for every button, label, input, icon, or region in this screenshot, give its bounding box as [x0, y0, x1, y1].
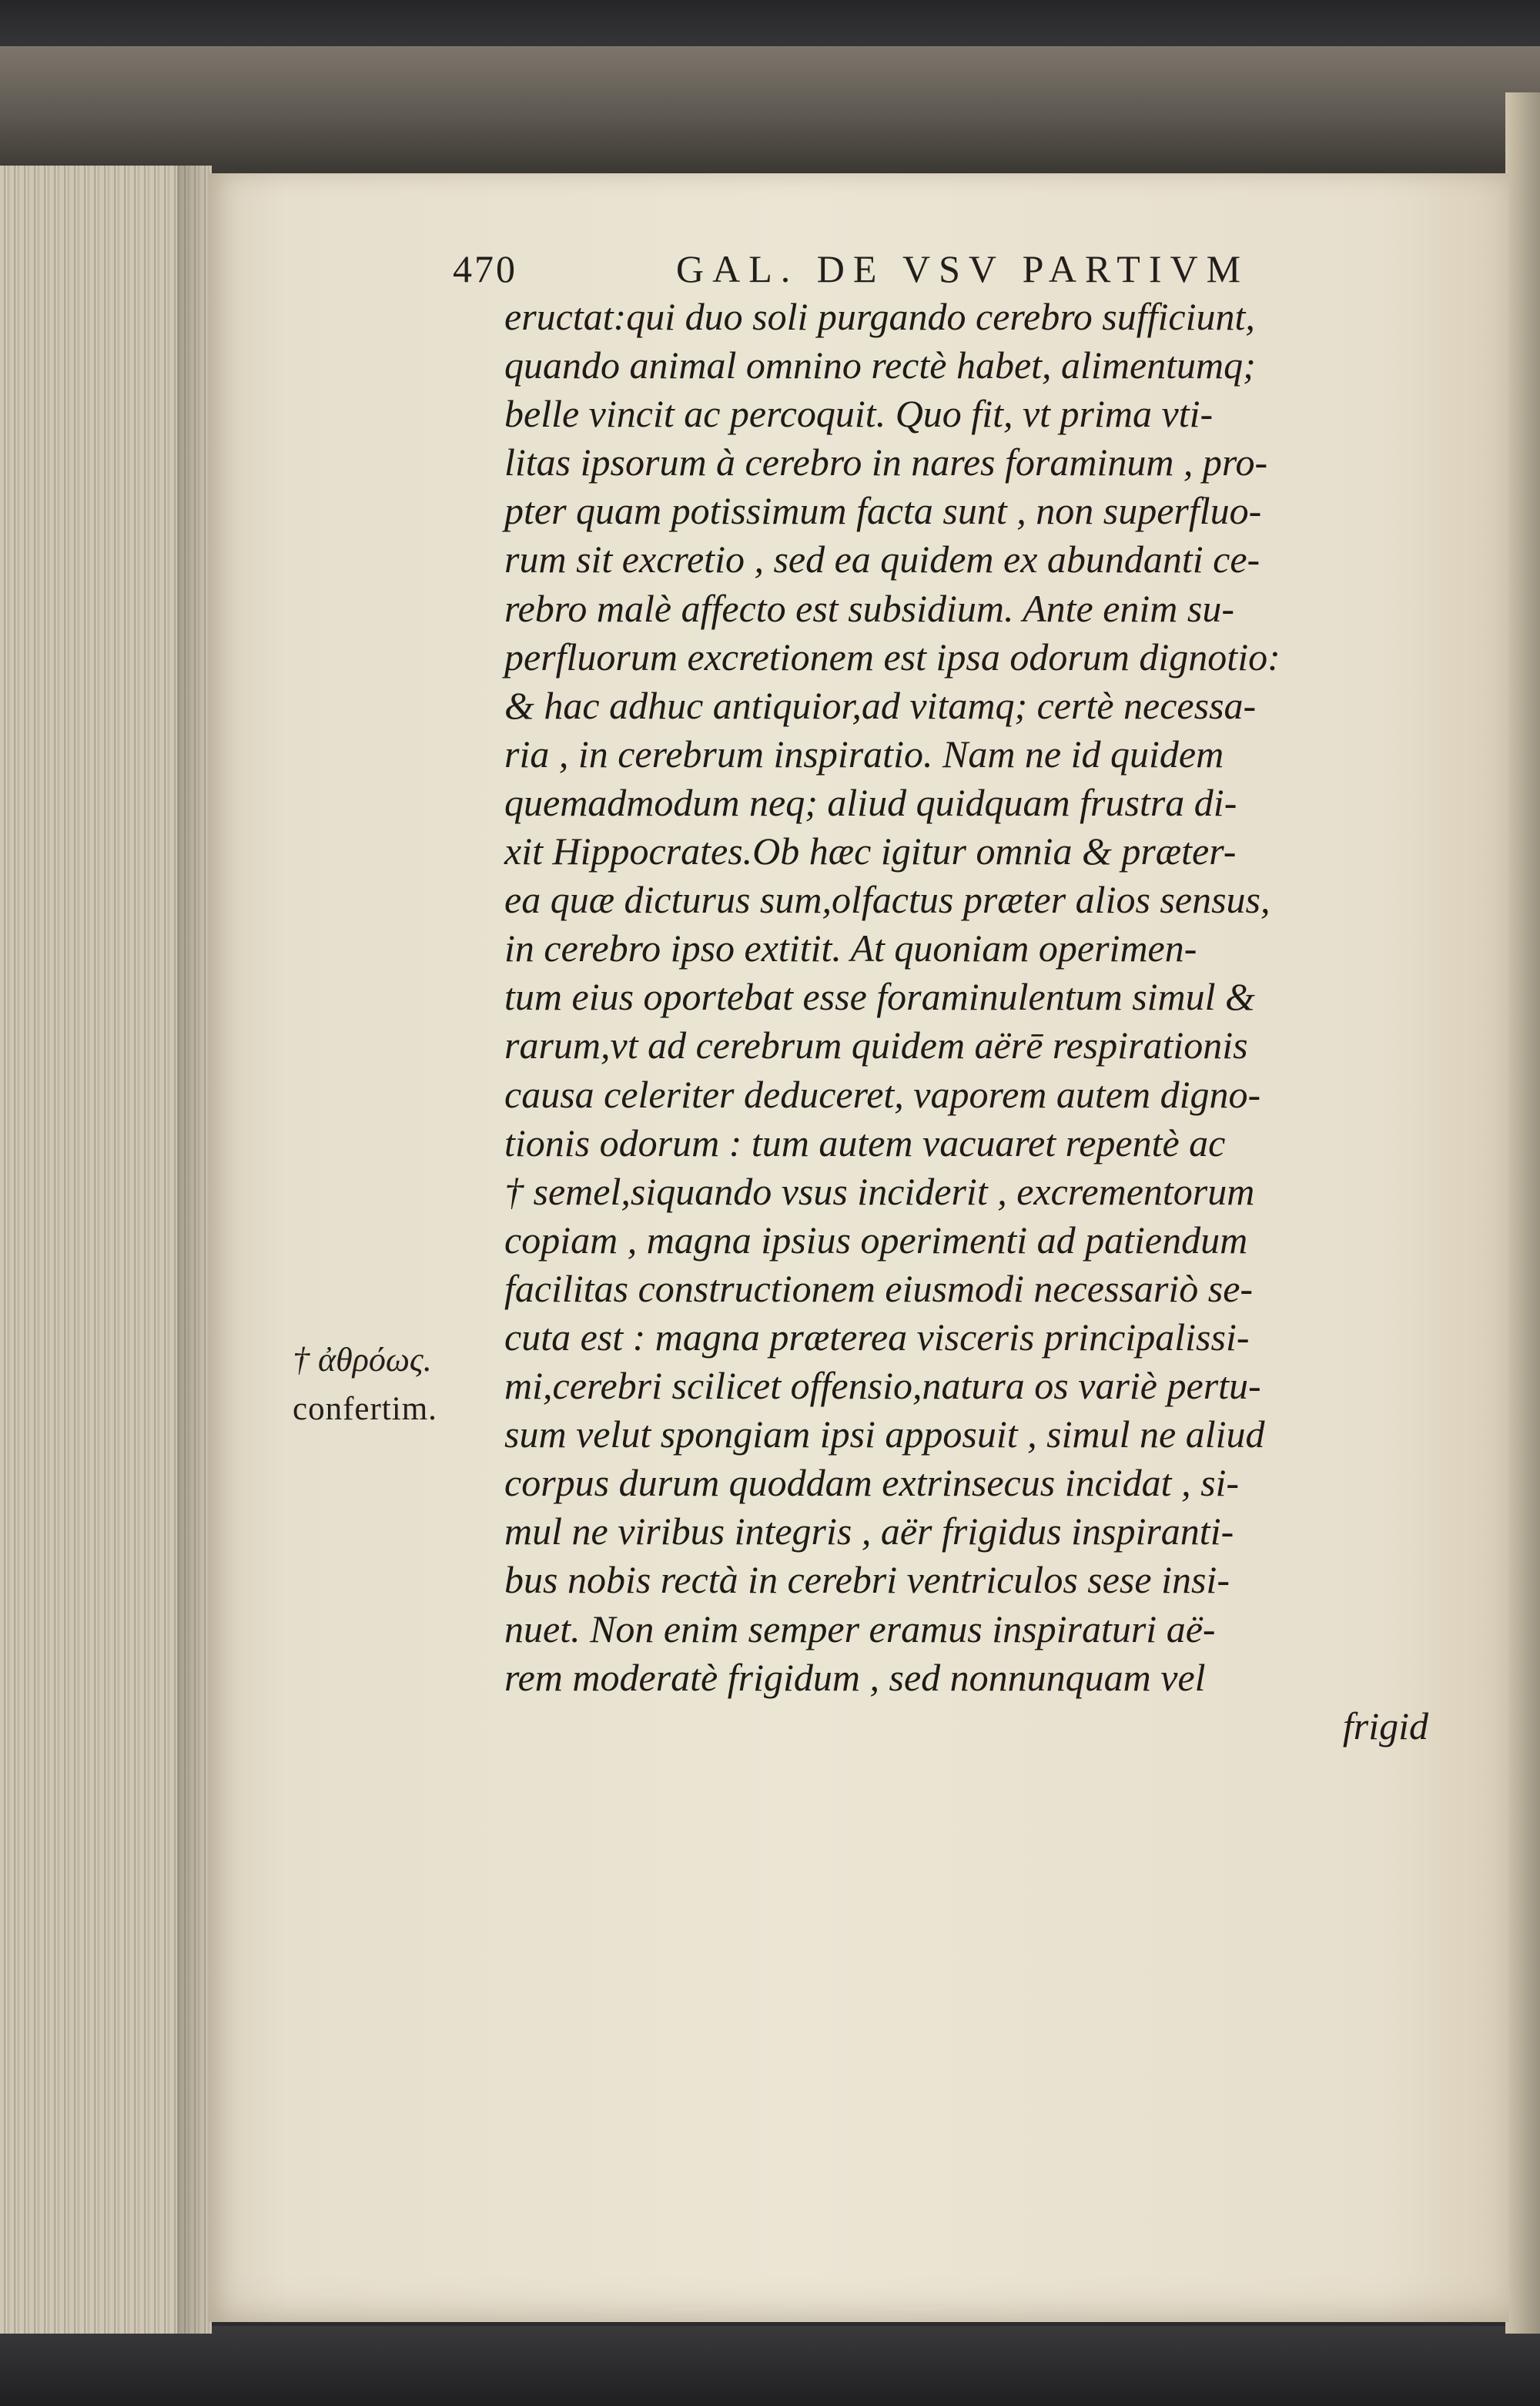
- text-line: † semel,siquando vsus inciderit , excrementorum: [504, 1169, 1255, 1213]
- text-line: rarum,vt ad cerebrum quidem aërē respirationis: [504, 1024, 1248, 1067]
- text-line: tionis odorum : tum autem vacuaret repentè ac: [504, 1121, 1226, 1164]
- text-line: cuta est : magna præterea visceris principalissi-: [504, 1315, 1250, 1359]
- text-line: nuet. Non enim semper eramus inspiraturi aë-: [504, 1607, 1216, 1650]
- text-line: ria , in cerebrum inspiratio. Nam ne id quidem: [504, 732, 1224, 776]
- text-line: bus nobis rectà in cerebri ventriculos sese insi-: [504, 1558, 1230, 1602]
- text-line: rebro malè affecto est subsidium. Ante enim su-: [504, 586, 1235, 630]
- text-line: & hac adhuc antiquior,ad vitamq; certè necessa-: [504, 683, 1257, 727]
- text-line: causa celeriter deduceret, vaporem autem digno-: [504, 1072, 1261, 1116]
- text-line: facilitas constructionem eiusmodi necessariò se-: [504, 1266, 1254, 1310]
- text-line: in cerebro ipso extitit. At quoniam operimen-: [504, 927, 1197, 970]
- running-title: GAL. DE VSV PARTIVM: [676, 247, 1250, 290]
- text-line: litas ipsorum à cerebro in nares foraminum , pro-: [504, 441, 1268, 484]
- text-line: xit Hippocrates.Ob hæc igitur omnia & præter-: [504, 829, 1237, 873]
- text-line: rem moderatè frigidum , sed nonnunquam vel: [504, 1655, 1206, 1699]
- text-line: pter quam potissimum facta sunt , non superfluo-: [504, 489, 1262, 533]
- text-line: rum sit excretio , sed ea quidem ex abundanti ce-: [504, 538, 1260, 581]
- text-line: tum eius oportebat esse foraminulentum simul &: [504, 975, 1255, 1019]
- text-line: quando animal omnino rectè habet, alimentumq;: [504, 343, 1256, 387]
- text-line: mi,cerebri scilicet offensio,natura os variè pertu-: [504, 1364, 1261, 1408]
- body-text: [504, 293, 1459, 1751]
- text-line: ea quæ dicturus sum,olfactus præter alios sensus,: [504, 878, 1270, 922]
- text-line: corpus durum quoddam extrinsecus incidat , si-: [504, 1461, 1240, 1505]
- facing-page-edge: [1505, 92, 1540, 2334]
- text-line: mul ne viribus integris , aër frigidus inspiranti-: [504, 1510, 1234, 1553]
- background-bottom: [0, 2326, 1540, 2406]
- text-line: copiam , magna ipsius operimenti ad patiendum: [504, 1218, 1248, 1262]
- text-line: eructat:qui duo soli purgando cerebro sufficiunt,: [504, 295, 1255, 338]
- margin-note-latin: confertim.: [293, 1391, 437, 1427]
- gutter-shadow: [177, 166, 212, 2334]
- margin-note-greek: † ἀθρόως.: [293, 1341, 432, 1379]
- text-line: belle vincit ac percoquit. Quo fit, vt prima vti-: [504, 392, 1214, 436]
- catchword: frigid: [1342, 1704, 1428, 1748]
- text-line: sum velut spongiam ipsi apposuit , simul ne aliud: [504, 1412, 1265, 1456]
- text-line: perfluorum excretionem est ipsa odorum dignotio:: [504, 635, 1281, 679]
- page-number: 470: [453, 247, 517, 290]
- margin-note: [293, 1340, 500, 1428]
- book-cover-edge: [0, 46, 1540, 176]
- text-line: quemadmodum neq; aliud quidquam frustra di-: [504, 780, 1237, 824]
